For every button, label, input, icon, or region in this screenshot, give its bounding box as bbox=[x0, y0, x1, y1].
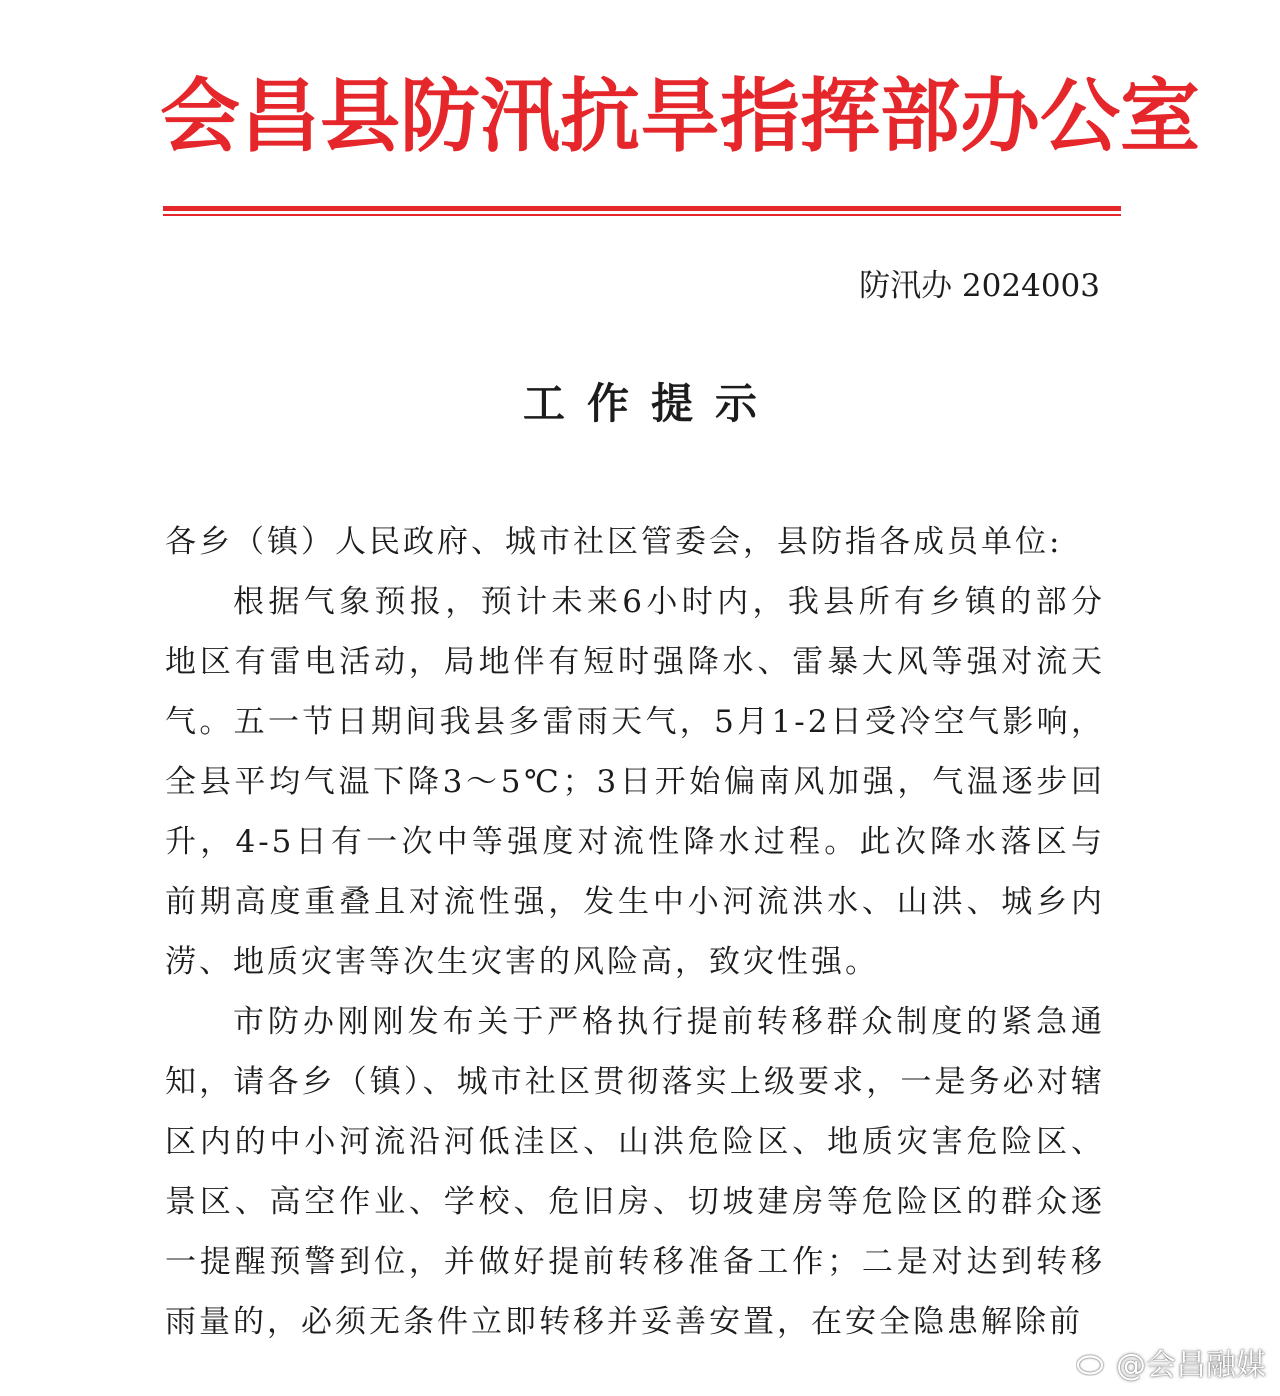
paragraph-weather: 根据气象预报，预计未来6小时内，我县所有乡镇的部分地区有雷电活动，局地伴有短时强降水、雷暴大风等强对流天气。五一节日期间我县多雷雨天气，5月1-2日受冷空气影响，全县平均气温下降3～5℃；3日开始偏南风加强，气温逐步回升，4-5日有一次中等强度对流性降水过程。此次降水落区与前期高度重叠且对流性强，发生中小河流洪水、山洪、城乡内涝、地质灾害等次生灾害的风险高，致灾性强。 bbox=[165, 584, 1105, 980]
letterhead-rule-thin bbox=[163, 214, 1121, 216]
salutation: 各乡（镇）人民政府、城市社区管委会，县防指各成员单位: bbox=[165, 524, 1063, 560]
watermark-text: @会昌融媒 bbox=[1116, 1348, 1266, 1383]
document-heading: 工作提示 bbox=[522, 379, 779, 428]
document-body bbox=[165, 512, 1105, 1352]
document-number: 防汛办 2024003 bbox=[859, 268, 1100, 304]
paragraph-notice: 市防办刚刚发布关于严格执行提前转移群众制度的紧急通知，请各乡（镇）、城市社区贯彻落实上级要求，一是务必对辖区内的中小河流沿河低洼区、山洪危险区、地质灾害危险区、景区、高空作业、学校、危旧房、切坡建房等危险区的群众逐一提醒预警到位，并做好提前转移准备工作；二是对达到转移雨量的，必须无条件立即转移并妥善安置，在安全隐患解除前 bbox=[165, 1004, 1105, 1340]
watermark bbox=[1076, 1340, 1266, 1384]
weibo-icon bbox=[1076, 1348, 1110, 1376]
letterhead-title: 会昌县防汛抗旱指挥部办公室 bbox=[160, 70, 1200, 163]
letterhead-rule-thick bbox=[163, 206, 1121, 211]
